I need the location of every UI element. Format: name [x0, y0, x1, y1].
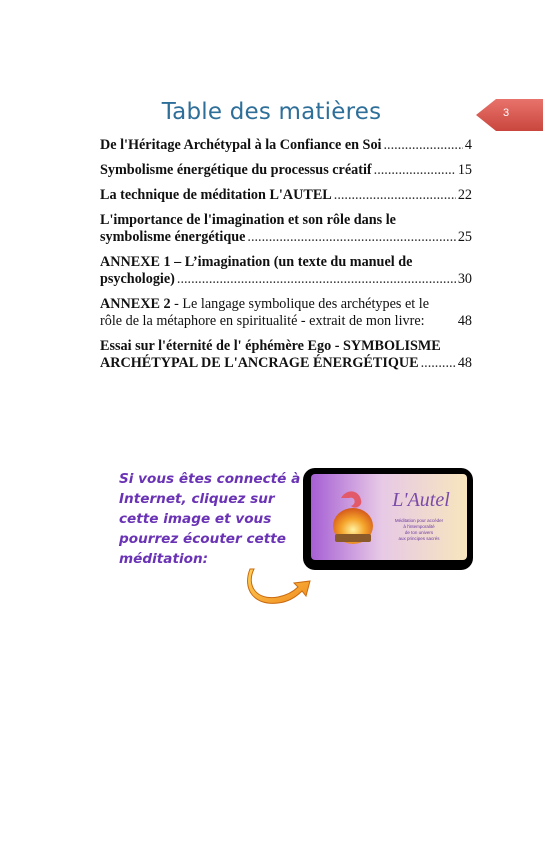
toc-entry[interactable] — [100, 162, 472, 179]
toc-entry-text: De l'Héritage Archétypal à la Confiance en Soi — [100, 137, 382, 153]
toc-entry-text-cont: rôle de la métaphore en spiritualité - extrait de mon livre: — [100, 313, 425, 329]
toc-entry-page: 15 — [457, 162, 472, 178]
toc-entry-text: Essai sur l'éternité de l' éphémère Ego - SYMBOLISME — [100, 338, 441, 354]
toc-entry-page: 30 — [457, 271, 472, 287]
svg-text:L'Autel: L'Autel — [392, 489, 450, 511]
callout-line: Si vous êtes connecté à — [119, 471, 301, 487]
toc-entry-page: 48 — [457, 355, 472, 371]
callout-line: méditation: — [119, 551, 209, 567]
toc-entry-text: - Le langage symbolique des archétypes et le — [170, 296, 429, 312]
table-of-contents — [100, 137, 472, 380]
callout-line: pourrez écouter cette — [119, 531, 286, 547]
toc-entry-text: L'importance de l'imagination et son rôle dans le — [100, 212, 396, 228]
listen-callout — [119, 469, 301, 569]
toc-entry-text: ANNEXE 1 – L’imagination (un texte du manuel de — [100, 254, 413, 270]
toc-entry-page: 22 — [457, 187, 472, 203]
toc-title: Table des matières — [161, 99, 382, 125]
dot-leader — [383, 137, 462, 154]
svg-text:de ton univers: de ton univers — [404, 530, 434, 535]
callout-line: Internet, cliquez sur — [119, 491, 275, 507]
page-number: 3 — [503, 107, 510, 119]
toc-entry[interactable] — [100, 187, 472, 204]
toc-entry-page: 4 — [464, 137, 472, 153]
toc-entry[interactable] — [100, 254, 472, 288]
dot-leader — [421, 355, 456, 372]
toc-entry[interactable] — [100, 338, 472, 372]
svg-text:Méditation pour accéder: Méditation pour accéder — [394, 518, 444, 523]
dot-leader — [177, 271, 456, 288]
toc-entry-text: Symbolisme énergétique du processus créatif — [100, 162, 372, 178]
toc-entry-page: 48 — [457, 313, 472, 329]
toc-entry[interactable] — [100, 137, 472, 154]
toc-entry-text-cont: ARCHÉTYPAL DE L'ANCRAGE ÉNERGÉTIQUE — [100, 355, 419, 371]
lautel-meditation-image[interactable] — [301, 466, 475, 572]
dot-leader — [374, 162, 456, 179]
dot-leader — [334, 187, 456, 204]
callout-line: cette image et vous — [119, 511, 272, 527]
svg-text:à l'intemporalité: à l'intemporalité — [403, 524, 435, 529]
toc-entry[interactable] — [100, 296, 472, 330]
toc-entry-page: 25 — [457, 229, 472, 245]
toc-entry-text-cont: psychologie) — [100, 271, 175, 287]
dot-leader — [247, 229, 455, 246]
toc-entry-text-cont: symbolisme énergétique — [100, 229, 246, 245]
svg-text:aux principes sacrés: aux principes sacrés — [398, 536, 440, 541]
toc-entry-label: ANNEXE 2 — [100, 296, 171, 312]
toc-entry-text: La technique de méditation L'AUTEL — [100, 187, 332, 203]
toc-entry[interactable] — [100, 212, 472, 246]
